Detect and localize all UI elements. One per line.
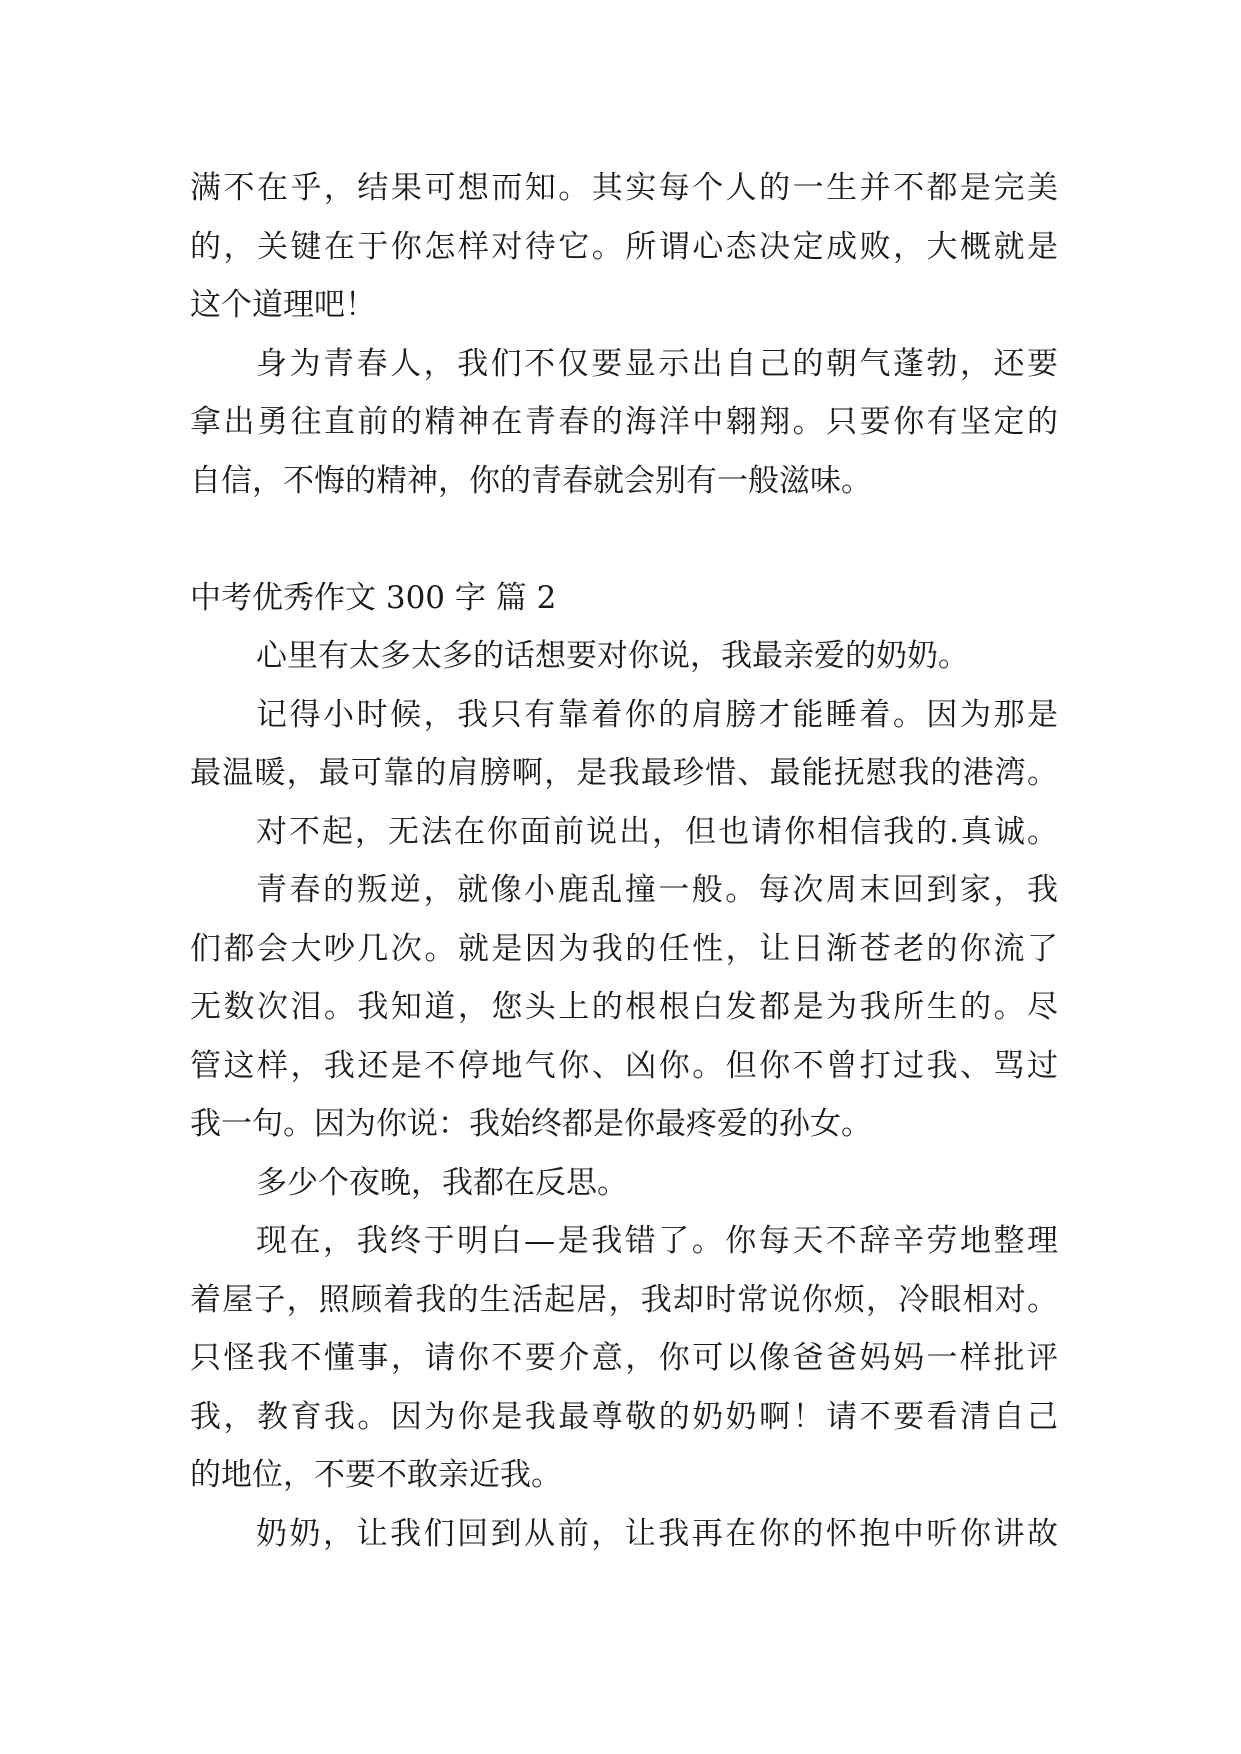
paragraph-line: 管这样，我还是不停地气你、凶你。但你不曾打过我、骂过 <box>190 1047 1058 1084</box>
paragraph-line: 最温暖，最可靠的肩膀啊，是我最珍惜、最能抚慰我的港湾。 <box>190 755 1058 791</box>
paragraph-line: 现在，我终于明白—是我错了。你每天不辞辛劳地整理 <box>256 1223 1058 1259</box>
paragraph-line: 记得小时候，我只有靠着你的肩膀才能睡着。因为那是 <box>256 696 1058 733</box>
paragraph-line: 我，教育我。因为你是我最尊敬的奶奶啊！请不要看清自己 <box>190 1398 1058 1435</box>
essay-title: 中考优秀作文 300 字 篇 2 <box>190 579 557 616</box>
paragraph-line: 满不在乎，结果可想而知。其实每个人的一生并不都是完美 <box>190 170 1058 206</box>
paragraph-line: 无数次泪。我知道，您头上的根根白发都是为我所生的。尽 <box>190 989 1058 1025</box>
paragraph-line: 拿出勇往直前的精神在青春的海洋中翱翔。只要你有坚定的 <box>190 404 1058 440</box>
paragraph-line: 们都会大吵几次。就是因为我的任性，让日渐苍老的你流了 <box>190 930 1058 967</box>
paragraph-line: 只怪我不懂事，请你不要介意，你可以像爸爸妈妈一样批评 <box>190 1340 1058 1376</box>
section-gap <box>190 510 1058 569</box>
paragraph-line: 多少个夜晚，我都在反思。 <box>256 1164 628 1201</box>
paragraph-line: 的，关键在于你怎样对待它。所谓心态决定成败，大概就是 <box>190 228 1058 265</box>
paragraph-line: 着屋子，照顾着我的生活起居，我却时常说你烦，冷眼相对。 <box>190 1281 1058 1318</box>
paragraph-line: 对不起，无法在你面前说出，但也请你相信我的.真诚。 <box>256 813 1058 850</box>
paragraph-line: 自信，不悔的精神，你的青春就会别有一般滋味。 <box>190 462 872 499</box>
paragraph-line: 这个道理吧！ <box>190 287 376 323</box>
essay-body <box>190 159 1058 1563</box>
paragraph-line: 心里有太多太多的话想要对你说，我最亲爱的奶奶。 <box>256 638 969 674</box>
paragraph-line: 青春的叛逆，就像小鹿乱撞一般。每次周末回到家，我 <box>256 872 1058 908</box>
paragraph-line: 的地位，不要不敢亲近我。 <box>190 1457 562 1493</box>
paragraph-line: 身为青春人，我们不仅要显示出自己的朝气蓬勃，还要 <box>256 345 1058 382</box>
paragraph-line: 我一句。因为你说：我始终都是你最疼爱的孙女。 <box>190 1106 872 1142</box>
paragraph-line: 奶奶，让我们回到从前，让我再在你的怀抱中听你讲故 <box>256 1515 1058 1552</box>
